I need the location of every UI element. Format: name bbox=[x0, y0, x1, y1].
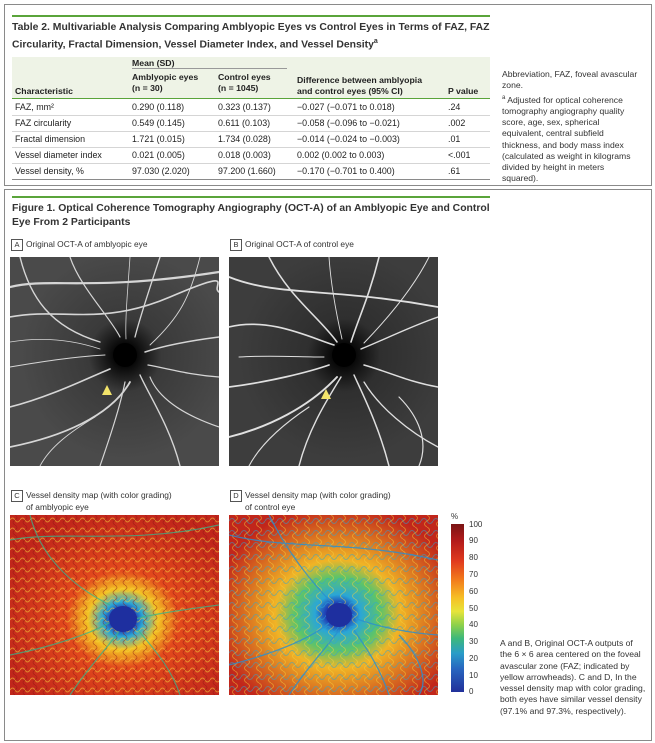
panel-d-caption-line2: of control eye bbox=[245, 502, 296, 512]
header-characteristic: Characteristic bbox=[15, 86, 73, 96]
cell-amblyopic: 97.030 (2.020) bbox=[132, 166, 190, 176]
panel-d-letter: D bbox=[230, 490, 242, 502]
cell-p-value: <.001 bbox=[448, 150, 471, 160]
oct-a-control-image bbox=[229, 257, 438, 466]
cell-characteristic: Fractal dimension bbox=[15, 134, 86, 144]
scale-tick: 80 bbox=[469, 553, 478, 562]
footnote-text: Adjusted for optical coherence tomography angiography quality score, age, sex, spherical equivalent, central subfield thickness, and body mass index (calculated as weight in kilograms divided by height in meters squared). bbox=[502, 94, 631, 184]
header-control: Control eyes bbox=[218, 72, 271, 82]
panel-c-label bbox=[11, 490, 172, 513]
cell-control: 0.323 (0.137) bbox=[218, 102, 271, 112]
table-bottom-rule bbox=[12, 179, 490, 180]
cell-p-value: .24 bbox=[448, 102, 461, 112]
panel-c-caption-line1: Vessel density map (with color grading) bbox=[26, 490, 172, 500]
cell-difference: −0.058 (−0.096 to −0.021) bbox=[297, 118, 400, 128]
panel-c-letter: C bbox=[11, 490, 23, 502]
cell-p-value: .61 bbox=[448, 166, 461, 176]
scale-tick: 10 bbox=[469, 671, 478, 680]
table-header-rule bbox=[12, 98, 490, 99]
scale-tick: 100 bbox=[469, 520, 483, 529]
cell-control: 1.734 (0.028) bbox=[218, 134, 271, 144]
row-divider bbox=[12, 163, 490, 164]
scale-tick: 90 bbox=[469, 536, 478, 545]
header-mean-sd: Mean (SD) bbox=[132, 58, 175, 68]
cell-characteristic: FAZ circularity bbox=[15, 118, 72, 128]
table-title-footnote-mark: a bbox=[373, 38, 378, 45]
cell-difference: −0.027 (−0.071 to 0.018) bbox=[297, 102, 395, 112]
scale-tick: 0 bbox=[469, 687, 474, 696]
row-divider bbox=[12, 147, 490, 148]
oct-a-control-svg bbox=[229, 257, 438, 466]
table-title-text: Table 2. Multivariable Analysis Comparing Amblyopic Eyes vs Control Eyes in Terms of FAZ, FAZ Circularity, Fractal Dimension, Vessel Diameter Index, and Vessel Density bbox=[12, 22, 490, 51]
table-footnote bbox=[502, 93, 642, 184]
scale-tick: 30 bbox=[469, 637, 478, 646]
cell-amblyopic: 0.290 (0.118) bbox=[132, 102, 185, 112]
row-divider bbox=[12, 131, 490, 132]
header-control-n: (n = 1045) bbox=[218, 83, 259, 93]
cell-p-value: .002 bbox=[448, 118, 466, 128]
cell-characteristic: FAZ, mm² bbox=[15, 102, 54, 112]
panel-d-caption-line1: Vessel density map (with color grading) bbox=[245, 490, 391, 500]
header-difference: Difference between amblyopia bbox=[297, 75, 423, 85]
cell-difference: 0.002 (0.002 to 0.003) bbox=[297, 150, 385, 160]
scale-tick: 40 bbox=[469, 620, 478, 629]
cell-characteristic: Vessel density, % bbox=[15, 166, 84, 176]
scale-tick: 70 bbox=[469, 570, 478, 579]
panel-a-letter: A bbox=[11, 239, 23, 251]
panel-a-caption: Original OCT-A of amblyopic eye bbox=[26, 239, 148, 249]
cell-control: 0.611 (0.103) bbox=[218, 118, 271, 128]
scale-tick: 50 bbox=[469, 604, 478, 613]
panel-c-caption-line2: of amblyopic eye bbox=[26, 502, 89, 512]
cell-characteristic: Vessel diameter index bbox=[15, 150, 102, 160]
oct-a-amblyopic-svg bbox=[10, 257, 219, 466]
panel-d-label bbox=[230, 490, 391, 513]
cell-amblyopic: 0.021 (0.005) bbox=[132, 150, 185, 160]
panel-b-label bbox=[230, 239, 354, 251]
cell-p-value: .01 bbox=[448, 134, 461, 144]
table-abbreviation: Abbreviation, FAZ, foveal avascular zone. bbox=[502, 69, 638, 91]
figure-caption: A and B, Original OCT-A outputs of the 6 × 6 area centered on the foveal avascular zone (FAZ; indicated by yellow arrowheads). C and D, In the vessel density map with color grading, both eyes have similar vessel density (97.1% and 97.3%, respectively). bbox=[500, 638, 646, 716]
cell-control: 97.200 (1.660) bbox=[218, 166, 276, 176]
density-map-amblyopic-image bbox=[10, 515, 219, 695]
table-panel bbox=[4, 4, 652, 186]
footnote-mark: a bbox=[502, 95, 506, 101]
panel-b-letter: B bbox=[230, 239, 242, 251]
table-title bbox=[12, 15, 490, 52]
panel-b-caption: Original OCT-A of control eye bbox=[245, 239, 354, 249]
cell-amblyopic: 0.549 (0.145) bbox=[132, 118, 185, 128]
scale-tick: 20 bbox=[469, 654, 478, 663]
cell-amblyopic: 1.721 (0.015) bbox=[132, 134, 185, 144]
density-color-scale bbox=[451, 524, 464, 692]
figure-title: Figure 1. Optical Coherence Tomography Angiography (OCT-A) of an Amblyopic Eye and Control Eye From 2 Participants bbox=[12, 196, 490, 230]
header-amblyopic-n: (n = 30) bbox=[132, 83, 163, 93]
density-map-control-svg bbox=[229, 515, 438, 695]
scale-tick: 60 bbox=[469, 587, 478, 596]
header-p-value: P value bbox=[448, 86, 479, 96]
density-map-control-image bbox=[229, 515, 438, 695]
row-divider bbox=[12, 115, 490, 116]
oct-a-amblyopic-image bbox=[10, 257, 219, 466]
scale-unit: % bbox=[451, 512, 459, 521]
density-map-amblyopic-svg bbox=[10, 515, 219, 695]
cell-difference: −0.170 (−0.701 to 0.400) bbox=[297, 166, 395, 176]
cell-control: 0.018 (0.003) bbox=[218, 150, 271, 160]
figure-panel bbox=[4, 189, 652, 741]
header-amblyopic: Amblyopic eyes bbox=[132, 72, 199, 82]
cell-difference: −0.014 (−0.024 to −0.003) bbox=[297, 134, 400, 144]
header-difference-ci: and control eyes (95% CI) bbox=[297, 86, 403, 96]
panel-a-label bbox=[11, 239, 148, 251]
